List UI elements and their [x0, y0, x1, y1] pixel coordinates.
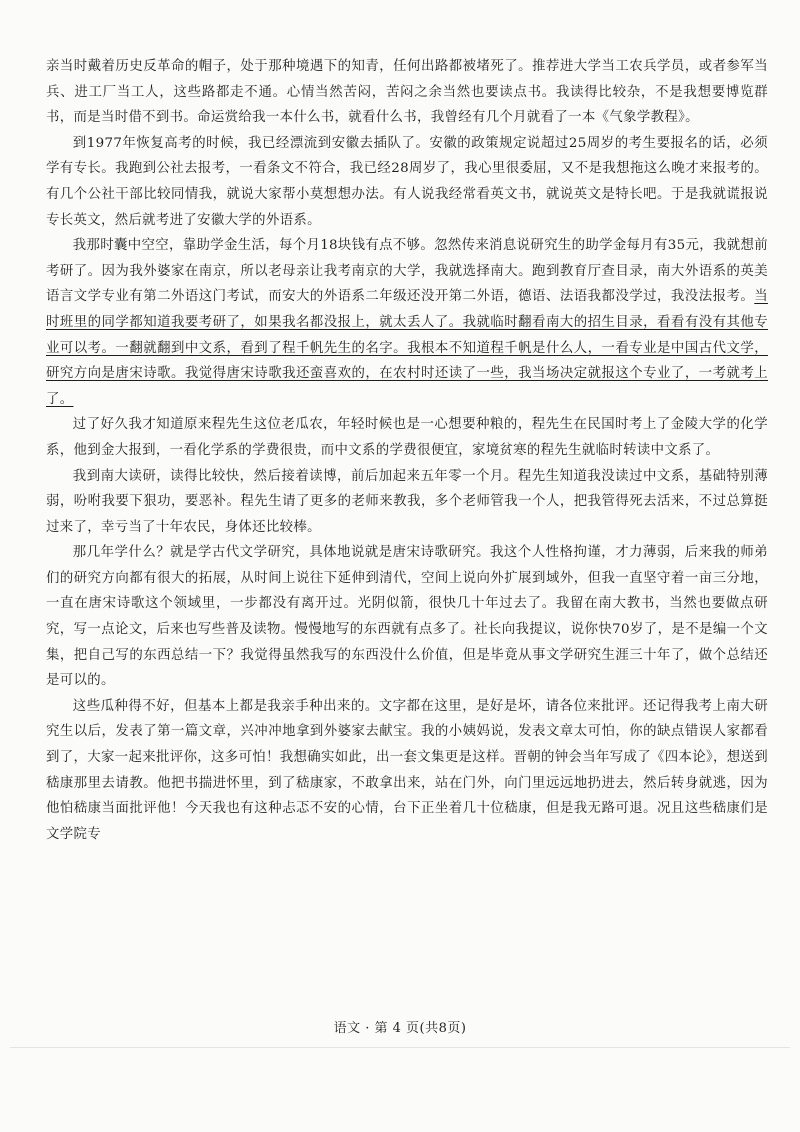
article-body [46, 54, 768, 847]
page-footer: 语文 · 第 4 页(共8页) [333, 1021, 467, 1036]
paragraph [46, 412, 768, 463]
paragraph [46, 540, 768, 694]
text-segment: 我到南大读研，读得比较快，然后接着读博，前后加起来五年零一个月。程先生知道我没读过中文系，基础特别薄弱，吩咐我要下狠功，要恶补。程先生请了更多的老师来教我，多个老师管我一个人，把我管得死去活来，不过总算挺过来了，幸亏当了十年农民，身体还比较棒。 [46, 468, 768, 535]
paragraph [46, 464, 768, 541]
text-segment: 那几年学什么？就是学古代文学研究，具体地说就是唐宋诗歌研究。我这个人性格拘谨，才力薄弱，后来我的师弟们的研究方向都有很大的拓展，从时间上说往下延伸到清代，空间上说向外扩展到域外，但我一直坚守着一亩三分地，一直在唐宋诗歌这个领域里，一步都没有离开过。光阴似箭，很快几十年过去了。我留在南大教书，当然也要做点研究，写一点论文，后来也写些普及读物。慢慢地写的东西就有点多了。社长向我提议，说你快70岁了，是不是编一个文集，把自己写的东西总结一下？我觉得虽然我写的东西没什么价值，但是毕竟从事文学研究生涯三十年了，做个总结还是可以的。 [46, 545, 768, 689]
text-segment: 这些瓜种得不好，但基本上都是我亲手种出来的。文字都在这里，是好是坏，请各位来批评。还记得我考上南大研究生以后，发表了第一篇文章，兴冲冲地拿到外婆家去献宝。我的小姨妈说，发表文章太可怕，你的缺点错误人家都看到了，大家一起来批评你，这多可怕！我想确实如此，出一套文集更是这样。晋朝的钟会当年写成了《四本论》，想送到嵇康那里去请教。他把书揣进怀里，到了嵇康家，不敢拿出来，站在门外，向门里远远地扔进去，然后转身就逃，因为他怕嵇康当面批评他！今天我也有这种忐忑不安的心情，台下正坐着几十位嵇康，但是我无路可退。况且这些嵇康们是文学院专 [46, 698, 768, 842]
text-segment: 亲当时戴着历史反革命的帽子，处于那种境遇下的知青，任何出路都被堵死了。推荐进大学当工农兵学员，或者参军当兵、进工厂当工人，这些路都走不通。心情当然苦闷，苦闷之余当然也要读点书。我读得比较杂，不是我想要博览群书，而是当时借不到书。命运赏给我一本什么书，就看什么书，我曾经有几个月就看了一本《气象学教程》。 [46, 59, 768, 126]
text-segment: 到1977年恢复高考的时候，我已经漂流到安徽去插队了。安徽的政策规定说超过25周岁的考生要报名的话，必须学有专长。我跑到公社去报考，一看条文不符合，我已经28周岁了，我心里很委屈，又不是我想拖这么晚才来报考的。有几个公社干部比较同情我，就说大家帮小莫想想办法。有人说我经常看英文书，就说英文是特长吧。于是我就谎报说专长英文，然后就考进了安徽大学的外语系。 [46, 135, 768, 228]
paragraph [46, 131, 768, 233]
paragraph [46, 54, 768, 131]
text-segment: 过了好久我才知道原来程先生这位老瓜农，年轻时候也是一心想要种粮的，程先生在民国时考上了金陵大学的化学系，他到金大报到，一看化学系的学费很贵，而中文系的学费很便宜，家境贫寒的程先生就临时转读中文系了。 [46, 417, 768, 458]
paragraph [46, 233, 768, 412]
paragraph [46, 694, 768, 848]
page-bottom-divider [10, 1047, 790, 1048]
text-segment: 我那时囊中空空，靠助学金生活，每个月18块钱有点不够。忽然传来消息说研究生的助学金每月有35元，我就想前考研了。因为我外婆家在南京，所以老母亲让我考南京的大学，我就选择南大。跑到教育厅查目录，南大外语系的英美语言文学专业有第二外语这门考试，而安大的外语系二年级还没开第二外语，德语、法语我都没学过，我没法报考。 [46, 238, 768, 305]
underlined-sentence: 当时班里的同学都知道我要考研了，如果我名都没报上，就太丢人了。我就临时翻看南大的招生目录，看看有没有其他专业可以考。一翻就翻到中文系，看到了程千帆先生的名字。我根本不知道程千帆是什么人，一看专业是中国古代文学，研究方向是唐宋诗歌。我觉得唐宋诗歌我还蛮喜欢的，在农村时还读了一些，我当场决定就报这个专业了，一考就考上了。 [46, 289, 768, 407]
